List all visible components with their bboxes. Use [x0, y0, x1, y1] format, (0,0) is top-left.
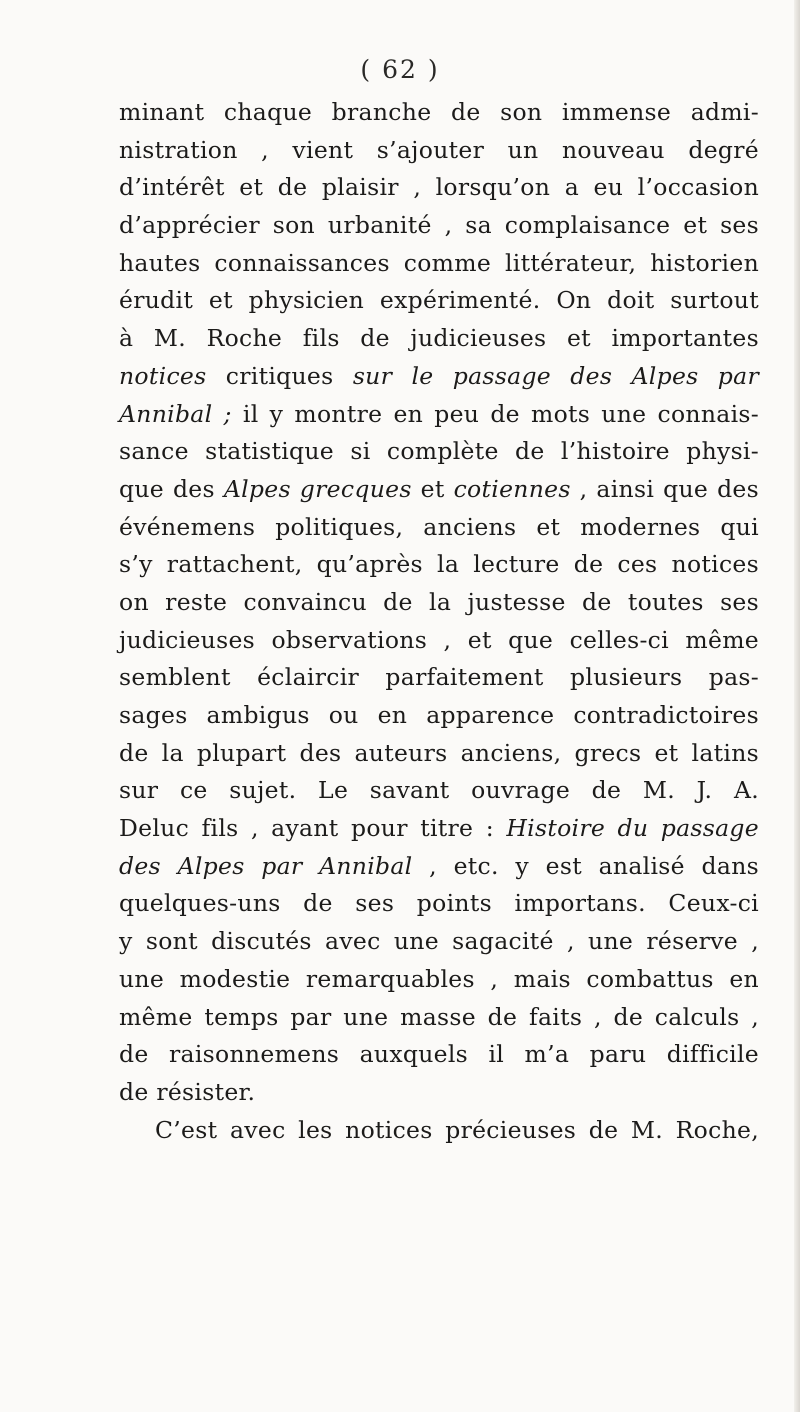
page-edge	[794, 0, 800, 1412]
text-line-7: à M. Roche fils de judicieuses et importantes	[119, 324, 759, 353]
page-number: ( 62 )	[360, 55, 440, 84]
text-line-27: de résister.	[119, 1077, 256, 1106]
line-21-mid: , etc. y est analisé dans	[412, 851, 759, 880]
line-8-italic-2: sur le passage des Alpes par	[352, 361, 759, 390]
text-line-15: judicieuses observations , et que celles-ci même	[119, 625, 759, 654]
text-line-1: minant chaque branche de son immense admi-	[119, 98, 759, 126]
line-11-italic-1: Alpes grecques	[223, 474, 412, 503]
text-line-2: nistration , vient s’ajouter un nouveau degré	[119, 135, 759, 164]
text-line-16: semblent éclaircir parfaitement plusieurs pas-	[119, 663, 759, 692]
text-line-20	[119, 810, 759, 848]
text-line-14: on reste convaincu de la justesse de toutes ses	[119, 587, 759, 616]
line-9-mid: il y montre en peu de mots une connais-	[231, 399, 759, 428]
text-line-10: sance statistique si complète de l’histoire physi-	[119, 437, 759, 466]
line-11-mid: et	[411, 474, 454, 503]
text-line-12: événemens politiques, anciens et modernes qui	[119, 512, 759, 541]
line-21-italic-1: des Alpes par Annibal	[119, 851, 413, 880]
line-11-italic-2: cotiennes	[453, 474, 571, 503]
text-line-11	[119, 471, 759, 509]
line-20-pre: Deluc fils , ayant pour titre :	[119, 814, 507, 843]
text-line-22: quelques-uns de ses points importans. Ceux-ci	[119, 889, 759, 918]
text-line-9	[119, 396, 759, 434]
line-20-italic-1: Histoire du passage	[506, 814, 759, 843]
line-9-italic-1: Annibal ;	[119, 399, 232, 428]
text-line-4: d’apprécier son urbanité , sa complaisance et ses	[119, 211, 759, 240]
text-line-13: s’y rattachent, qu’après la lecture de ces notices	[119, 550, 759, 579]
line-8-mid: critiques	[206, 361, 353, 390]
text-line-18: de la plupart des auteurs anciens, grecs et latins	[119, 738, 759, 767]
text-line-24: une modestie remarquables , mais combattus en	[119, 964, 759, 993]
text-line-21	[119, 848, 759, 886]
line-8-italic-1: notices	[119, 361, 207, 390]
text-line-26: de raisonnemens auxquels il m’a paru difficile	[119, 1040, 759, 1069]
text-line-25: même temps par une masse de faits , de calculs ,	[119, 1002, 759, 1031]
text-line-3: d’intérêt et de plaisir , lorsqu’on a eu l’occasion	[119, 173, 759, 202]
text-line-23: y sont discutés avec une sagacité , une réserve ,	[119, 927, 759, 956]
text-line-28: C’est avec les notices précieuses de M. Roche,	[155, 1115, 759, 1144]
text-line-8	[119, 358, 759, 396]
text-line-5: hautes connaissances comme littérateur, historien	[119, 248, 759, 277]
text-line-19: sur ce sujet. Le savant ouvrage de M. J. A.	[119, 776, 759, 805]
text-line-17: sages ambigus ou en apparence contradictoires	[119, 701, 759, 729]
line-11-pre: que des	[119, 474, 224, 503]
text-line-6: érudit et physicien expérimenté. On doit surtout	[119, 286, 759, 315]
body-text	[119, 94, 759, 1149]
line-11-post: , ainsi que des	[570, 474, 759, 503]
